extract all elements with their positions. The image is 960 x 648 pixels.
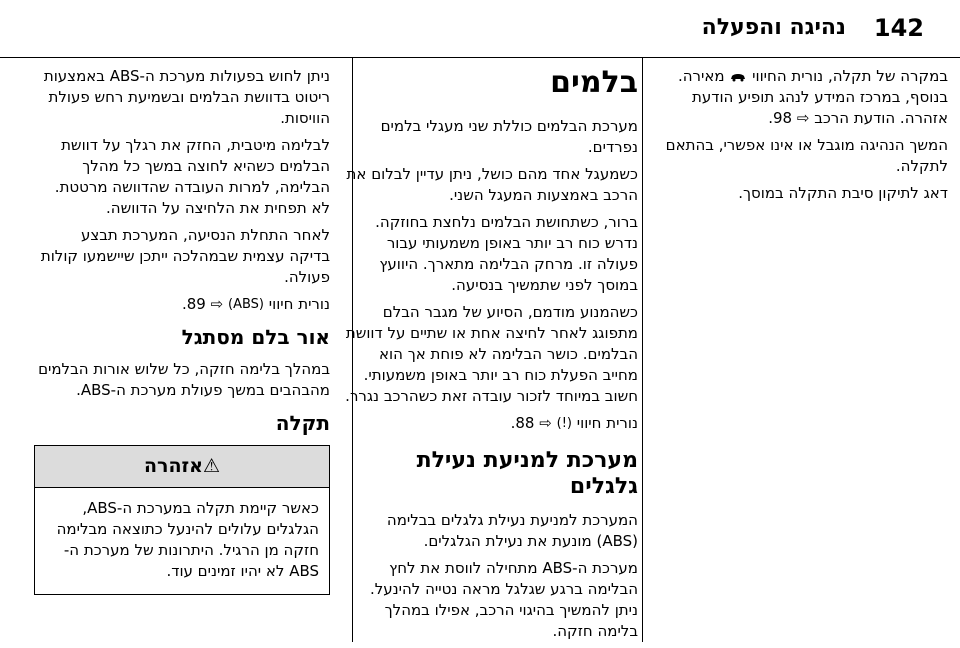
- paragraph-engine-off: כשהמנוע מודמם, הסיוע של מגבר הבלם מתפוגג לאחר לחיצה אחת או שתיים על דוושת הבלמים. כושר הבלימה לא פוחת אך הוא מחייב הפעלת כוח רב יותר באופן משמעותי. חשוב במיוחד לזכור עובדה זאת כשהרכב נגרר.: [345, 303, 638, 405]
- column-middle: [344, 66, 638, 648]
- paragraph-self-test: לאחר התחלת הנסיעה, המערכת תבצע בדיקה עצמית שבמהלכה ייתכן שיישמעו קולות פעולה.: [40, 226, 330, 286]
- column-divider-right: [642, 58, 643, 642]
- paragraph-optimal-braking: לבלימה מיטבית, החזק את רגלך על דוושת הבלמים כשהיא לחוצה במשך כל מהלך הבלימה, למרות העובדה שהדוושה מרטטת. לא תפחית את הלחיצה על הדוושה.: [54, 136, 330, 217]
- page-header: [0, 0, 960, 58]
- paragraph-continue-driving: המשך הנהיגה מוגבל או אינו אפשרי, בהתאם לתקלה.: [665, 136, 948, 175]
- arrow-ref-icon: ⇨: [210, 295, 224, 313]
- abs-warning-icon: (ABS): [227, 297, 264, 312]
- paragraph-abs-intro: המערכת למניעת נעילת גלגלים בבלימה (ABS) מונעת את נעילת הגלגלים.: [386, 511, 638, 550]
- page-number: 142: [873, 14, 924, 42]
- brake-warning-icon: (!): [556, 416, 572, 431]
- running-title: נהיגה והפעלה: [701, 15, 846, 40]
- arrow-ref-icon: ⇨: [539, 414, 552, 432]
- column-left: [38, 66, 330, 595]
- paragraph-malfunction: במקרה של תקלה, נורית החיווי מאירה. בנוסף, במרכז המידע לנהג תופיע הודעת אזהרה. הודעת הרכב ⇨ 98.: [677, 67, 948, 127]
- section-title-fault: תקלה: [275, 411, 330, 435]
- header-rule: [0, 57, 960, 58]
- section-title-brakes: בלמים: [550, 65, 638, 100]
- warning-header: ⚠אזהרה: [35, 446, 329, 488]
- paragraph-repair: דאג לתיקון סיבת התקלה במוסך.: [738, 184, 948, 202]
- car-warning-icon: [729, 72, 747, 82]
- paragraph-brake-circuits: מערכת הבלמים כוללת שני מעגלי בלמים נפרדים.: [380, 117, 638, 156]
- arrow-ref-icon: ⇨: [796, 109, 810, 127]
- warning-text: כאשר קיימת תקלה במערכת ה-ABS, הגלגלים עלולים להינעל כתוצאה מבלימה חזקה מן הרגיל. היתרונות של מערכת ה-ABS לא יהיו זמינים עוד.: [56, 499, 319, 580]
- section-title-adaptive-brake-light: אור בלם מסתגל: [181, 325, 330, 349]
- column-right: [650, 66, 948, 210]
- warning-box: [34, 445, 330, 595]
- paragraph-abs-feel: ניתן לחוש בפעולות מערכת ה-ABS באמצעות ריטוט בדוושת הבלמים ובשמיעת רחש פעולת הוויסות.: [43, 67, 330, 127]
- page-reference: ⇨ 98.: [768, 109, 810, 127]
- abs-indicator-reference: נורית חיווי (ABS) ⇨ 89.: [181, 295, 330, 313]
- brake-indicator-reference: נורית חיווי (!) ⇨ 88.: [510, 414, 638, 432]
- paragraph-circuit-failure: כשמעגל אחד מהם כושל, ניתן עדיין לבלום את הרכב באמצעות המעגל השני.: [346, 165, 638, 204]
- warning-triangle-icon: ⚠: [202, 455, 221, 477]
- paragraph-adaptive-brake-light: במהלך בלימה חזקה, כל שלוש אורות הבלמים מהבהבים במשך פעולת מערכת ה-ABS.: [38, 360, 330, 399]
- paragraph-abs-regulation: מערכת ה-ABS מתחילה לווסת את לחץ הבלימה ברגע שגלגל מראה נטייה להינעל. ניתן להמשיך בהיגוי הרכב, אפילו במהלך בלימה חזקה.: [369, 559, 638, 640]
- section-title-abs: מערכת למניעת נעילת גלגלים: [416, 448, 638, 499]
- paragraph-pedal-feel: ברור, כשתחושת הבלמים נלחצת בחוזקה. נדרש כוח רב יותר באופן משמעותי עבור פעולה זו. מרחק הבלימה מתארך. היוועץ במוסך לפני שתמשיך בנסיעה.: [375, 213, 638, 294]
